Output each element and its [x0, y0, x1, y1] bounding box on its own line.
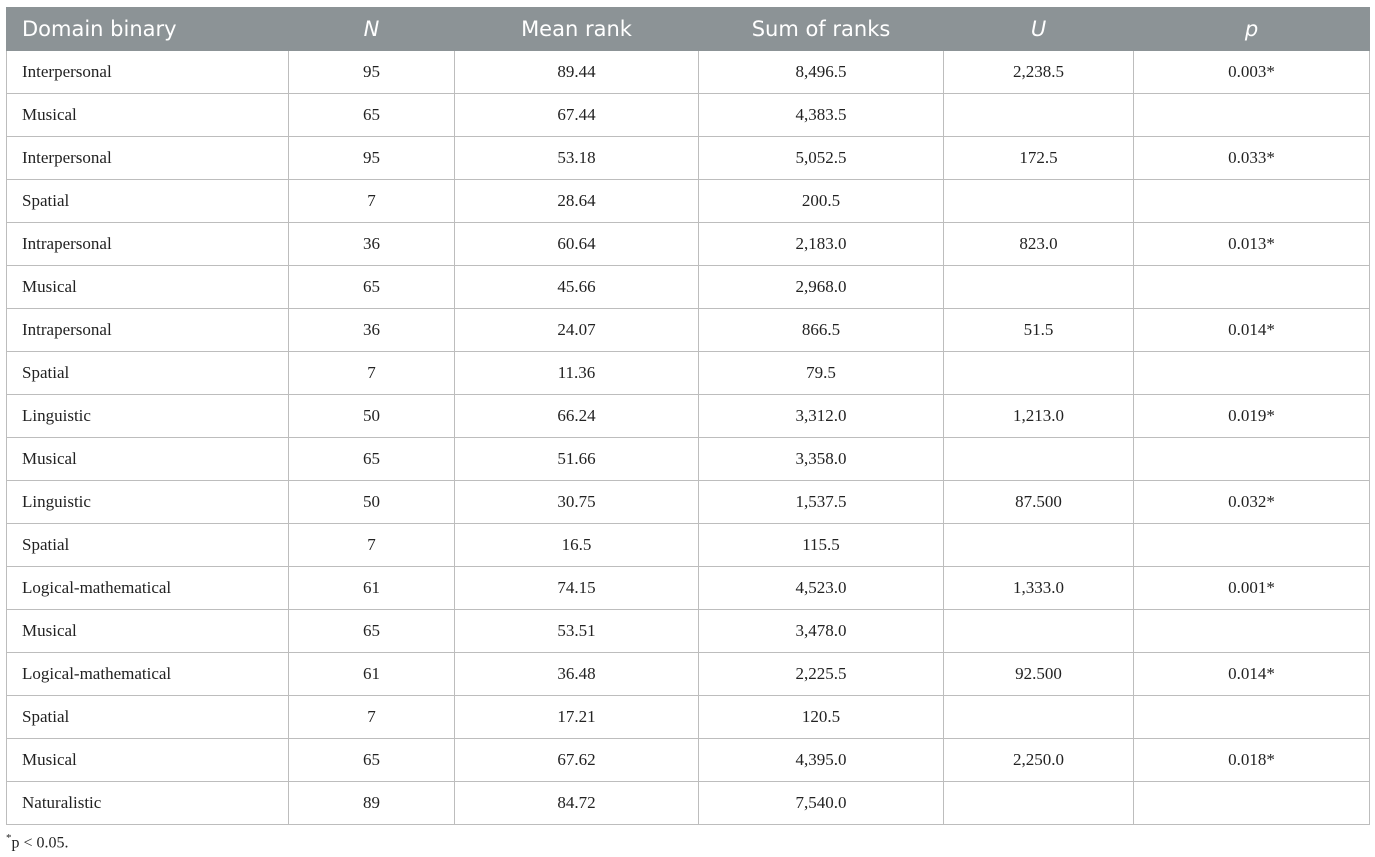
cell-u [944, 352, 1134, 395]
header-p: p [1134, 8, 1370, 51]
cell-mean-rank: 67.44 [455, 94, 699, 137]
cell-mean-rank: 45.66 [455, 266, 699, 309]
cell-p [1134, 94, 1370, 137]
cell-sum-of-ranks: 866.5 [699, 309, 944, 352]
cell-u [944, 610, 1134, 653]
cell-sum-of-ranks: 1,537.5 [699, 481, 944, 524]
cell-sum-of-ranks: 2,183.0 [699, 223, 944, 266]
cell-u [944, 696, 1134, 739]
cell-p: 0.033* [1134, 137, 1370, 180]
cell-p [1134, 266, 1370, 309]
cell-mean-rank: 36.48 [455, 653, 699, 696]
table-row [7, 395, 1370, 438]
cell-mean-rank: 89.44 [455, 51, 699, 94]
cell-domain: Musical [7, 266, 289, 309]
table-row [7, 137, 1370, 180]
cell-u: 823.0 [944, 223, 1134, 266]
cell-sum-of-ranks: 7,540.0 [699, 782, 944, 825]
table-row [7, 782, 1370, 825]
cell-n: 65 [289, 94, 455, 137]
cell-sum-of-ranks: 200.5 [699, 180, 944, 223]
cell-mean-rank: 53.18 [455, 137, 699, 180]
cell-sum-of-ranks: 4,383.5 [699, 94, 944, 137]
cell-domain: Spatial [7, 180, 289, 223]
cell-domain: Naturalistic [7, 782, 289, 825]
table-row [7, 696, 1370, 739]
cell-mean-rank: 28.64 [455, 180, 699, 223]
cell-n: 65 [289, 739, 455, 782]
cell-domain: Intrapersonal [7, 309, 289, 352]
cell-mean-rank: 84.72 [455, 782, 699, 825]
cell-u [944, 438, 1134, 481]
header-u: U [944, 8, 1134, 51]
header-row [7, 8, 1370, 51]
cell-n: 50 [289, 481, 455, 524]
cell-p: 0.019* [1134, 395, 1370, 438]
cell-u: 1,213.0 [944, 395, 1134, 438]
cell-p: 0.014* [1134, 309, 1370, 352]
cell-p: 0.013* [1134, 223, 1370, 266]
cell-sum-of-ranks: 2,968.0 [699, 266, 944, 309]
cell-n: 50 [289, 395, 455, 438]
cell-u [944, 266, 1134, 309]
cell-mean-rank: 74.15 [455, 567, 699, 610]
header-mean-rank: Mean rank [455, 8, 699, 51]
cell-mean-rank: 24.07 [455, 309, 699, 352]
cell-n: 89 [289, 782, 455, 825]
cell-mean-rank: 30.75 [455, 481, 699, 524]
cell-p [1134, 524, 1370, 567]
cell-n: 7 [289, 180, 455, 223]
cell-n: 36 [289, 309, 455, 352]
cell-sum-of-ranks: 79.5 [699, 352, 944, 395]
cell-domain: Linguistic [7, 395, 289, 438]
table-row [7, 309, 1370, 352]
cell-sum-of-ranks: 115.5 [699, 524, 944, 567]
cell-mean-rank: 16.5 [455, 524, 699, 567]
cell-p [1134, 782, 1370, 825]
cell-u: 51.5 [944, 309, 1134, 352]
cell-domain: Interpersonal [7, 137, 289, 180]
table-row [7, 739, 1370, 782]
cell-n: 95 [289, 51, 455, 94]
cell-mean-rank: 60.64 [455, 223, 699, 266]
table-row [7, 51, 1370, 94]
cell-sum-of-ranks: 2,225.5 [699, 653, 944, 696]
table-row [7, 180, 1370, 223]
footnote-mark: * [6, 832, 12, 844]
header-domain-binary: Domain binary [7, 8, 289, 51]
cell-sum-of-ranks: 3,478.0 [699, 610, 944, 653]
cell-p [1134, 696, 1370, 739]
table-row [7, 94, 1370, 137]
cell-u [944, 94, 1134, 137]
cell-mean-rank: 53.51 [455, 610, 699, 653]
cell-p [1134, 352, 1370, 395]
cell-sum-of-ranks: 4,523.0 [699, 567, 944, 610]
table-row [7, 653, 1370, 696]
cell-domain: Musical [7, 438, 289, 481]
cell-n: 36 [289, 223, 455, 266]
cell-u: 2,238.5 [944, 51, 1134, 94]
cell-sum-of-ranks: 3,358.0 [699, 438, 944, 481]
cell-sum-of-ranks: 3,312.0 [699, 395, 944, 438]
cell-domain: Logical-mathematical [7, 567, 289, 610]
table-row [7, 266, 1370, 309]
footnote-text: p < 0.05. [11, 834, 69, 852]
cell-u: 87.500 [944, 481, 1134, 524]
cell-p [1134, 610, 1370, 653]
cell-n: 65 [289, 438, 455, 481]
cell-mean-rank: 66.24 [455, 395, 699, 438]
cell-p: 0.003* [1134, 51, 1370, 94]
cell-mean-rank: 67.62 [455, 739, 699, 782]
cell-domain: Interpersonal [7, 51, 289, 94]
cell-domain: Spatial [7, 524, 289, 567]
cell-domain: Musical [7, 94, 289, 137]
cell-sum-of-ranks: 8,496.5 [699, 51, 944, 94]
cell-n: 65 [289, 266, 455, 309]
cell-n: 65 [289, 610, 455, 653]
table-row [7, 610, 1370, 653]
cell-u [944, 180, 1134, 223]
header-sum-of-ranks: Sum of ranks [699, 8, 944, 51]
cell-u: 1,333.0 [944, 567, 1134, 610]
cell-domain: Linguistic [7, 481, 289, 524]
cell-u: 172.5 [944, 137, 1134, 180]
header-n: N [289, 8, 455, 51]
table-row [7, 481, 1370, 524]
cell-n: 7 [289, 352, 455, 395]
cell-u [944, 782, 1134, 825]
results-table-container [6, 7, 1369, 825]
table-row [7, 352, 1370, 395]
cell-n: 61 [289, 653, 455, 696]
cell-n: 7 [289, 696, 455, 739]
table-row [7, 223, 1370, 266]
cell-domain: Musical [7, 739, 289, 782]
cell-n: 7 [289, 524, 455, 567]
cell-mean-rank: 17.21 [455, 696, 699, 739]
cell-n: 95 [289, 137, 455, 180]
results-table [6, 7, 1370, 825]
table-row [7, 567, 1370, 610]
cell-p: 0.018* [1134, 739, 1370, 782]
cell-mean-rank: 11.36 [455, 352, 699, 395]
cell-domain: Logical-mathematical [7, 653, 289, 696]
cell-mean-rank: 51.66 [455, 438, 699, 481]
cell-domain: Spatial [7, 352, 289, 395]
cell-domain: Intrapersonal [7, 223, 289, 266]
table-row [7, 438, 1370, 481]
cell-p [1134, 438, 1370, 481]
cell-sum-of-ranks: 120.5 [699, 696, 944, 739]
cell-u [944, 524, 1134, 567]
cell-domain: Spatial [7, 696, 289, 739]
cell-p: 0.001* [1134, 567, 1370, 610]
cell-u: 2,250.0 [944, 739, 1134, 782]
cell-domain: Musical [7, 610, 289, 653]
cell-p [1134, 180, 1370, 223]
cell-u: 92.500 [944, 653, 1134, 696]
cell-p: 0.032* [1134, 481, 1370, 524]
table-row [7, 524, 1370, 567]
cell-p: 0.014* [1134, 653, 1370, 696]
table-body [7, 51, 1370, 825]
cell-sum-of-ranks: 5,052.5 [699, 137, 944, 180]
cell-n: 61 [289, 567, 455, 610]
footnote [6, 832, 69, 852]
cell-sum-of-ranks: 4,395.0 [699, 739, 944, 782]
